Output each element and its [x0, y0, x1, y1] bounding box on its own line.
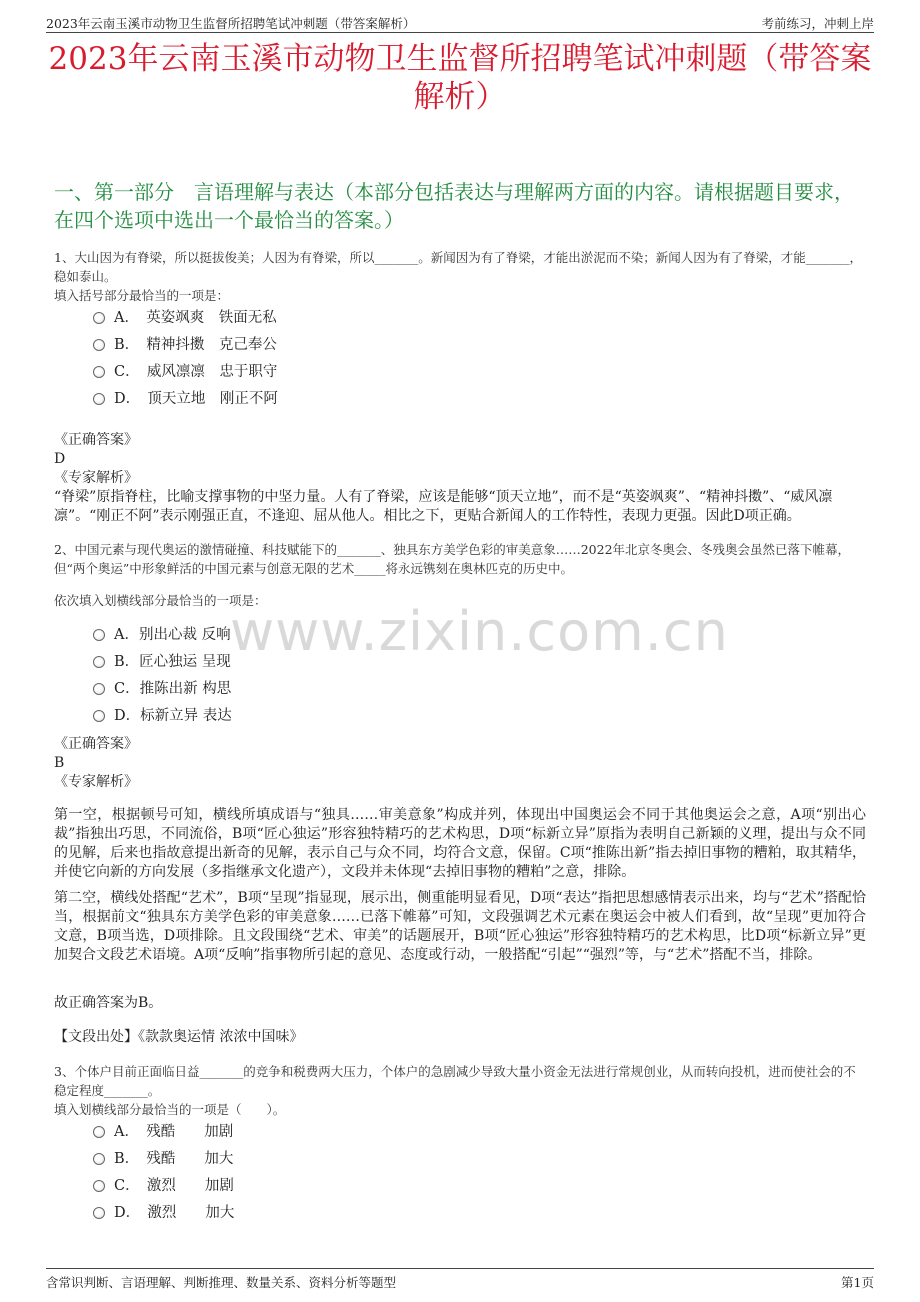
radio-icon[interactable] [93, 339, 105, 351]
radio-icon[interactable] [93, 393, 105, 405]
q3-option-b[interactable]: B． 残酷 加大 [93, 1149, 233, 1169]
question-1-prompt: 填入括号部分最恰当的一项是： [54, 288, 230, 303]
analysis-text: “脊梁”原指脊柱，比喻支撑事物的中坚力量。人有了脊梁，应该是能够“顶天立地”，而不是“英姿飒爽”、“精神抖擞”、“威风凛凛”。“刚正不阿”表示刚强正直，不逢迎、屈从他人。相比之下，更贴合新闻人的工作特性，表现力更强。因此D项正确。 [54, 489, 833, 524]
header-slogan: 考前练习，冲刺上岸 [761, 16, 874, 31]
page-header [46, 10, 874, 33]
q2-option-b[interactable]: B．匠心独运 呈现 [93, 652, 231, 672]
q1-option-b[interactable]: B． 精神抖擞 克己奉公 [93, 335, 277, 355]
radio-icon[interactable] [93, 1207, 105, 1219]
page-footer [46, 1268, 874, 1299]
question-2 [54, 540, 862, 578]
document-title: 2023年云南玉溪市动物卫生监督所招聘笔试冲刺题（带答案解析） [48, 41, 872, 115]
analysis-label: 《专家解析》 [54, 774, 138, 790]
q2-analysis-conclusion: 故正确答案为B。 [54, 995, 163, 1011]
question-3-text: 3、个体户目前正面临日益_______的竞争和税费两大压力，个体户的急剧减少导致大量小资金无法进行常规创业，从而转向投机，进而使社会的不稳定程度_______。 [54, 1064, 856, 1098]
q1-option-a[interactable]: A． 英姿飒爽 铁面无私 [93, 308, 277, 328]
q3-option-d[interactable]: D． 激烈 加大 [93, 1203, 234, 1223]
radio-icon[interactable] [93, 656, 105, 668]
q1-answer-block [54, 431, 862, 526]
q2-answer-block [54, 735, 862, 792]
radio-icon[interactable] [93, 1126, 105, 1138]
radio-icon[interactable] [93, 629, 105, 641]
q3-option-a[interactable]: A． 残酷 加剧 [93, 1122, 233, 1142]
radio-icon[interactable] [93, 366, 105, 378]
answer-label: 《正确答案》 [54, 432, 138, 448]
q1-option-d[interactable]: D． 顶天立地 刚正不阿 [93, 389, 278, 409]
page-number: 第1页 [841, 1275, 874, 1290]
answer-label: 《正确答案》 [54, 736, 138, 752]
q2-option-a[interactable]: A．别出心裁 反响 [93, 625, 231, 645]
question-1-text: 1、大山因为有脊梁，所以挺拔俊美；人因为有脊梁，所以_______。新闻因为有了脊梁，才能出淤泥而不染；新闻人因为有了脊梁，才能_______，稳如泰山。 [54, 250, 862, 284]
radio-icon[interactable] [93, 312, 105, 324]
section-heading: 一、第一部分 言语理解与表达（本部分包括表达与理解两方面的内容。请根据题目要求，在四个选项中选出一个最恰当的答案。） [54, 180, 854, 232]
question-2-text: 2、中国元素与现代奥运的激情碰撞、科技赋能下的_______、独具东方美学色彩的审美意象……2022年北京冬奥会、冬残奥会虽然已落下帷幕，但“两个奥运”中形象鲜活的中国元素与创意无限的艺术_____将永远镌刻在奥林匹克的历史中。 [54, 542, 851, 576]
analysis-label: 《专家解析》 [54, 470, 138, 486]
q2-analysis-paragraph-1: 第一空，根据顿号可知，横线所填成语与“独具……审美意象”构成并列，体现出中国奥运会不同于其他奥运会之意，A项“别出心裁”指独出巧思，不同流俗，B项“匠心独运”形容独特精巧的艺术构思，D项“标新立异”原指为表明自己新颖的义理，提出与众不同的见解，后来也指故意提出新奇的见解，表示自己与众不同，均符合文意，保留。C项“推陈出新”指去掉旧事物的糟粕，取其精华，并使它向新的方向发展（多指继承文化遗产），文段并未体现“去掉旧事物的糟粕”之意，排除。 [54, 807, 866, 880]
question-2-prompt: 依次填入划横线部分最恰当的一项是： [54, 593, 267, 608]
radio-icon[interactable] [93, 1180, 105, 1192]
answer-value: B [54, 755, 65, 771]
radio-icon[interactable] [93, 683, 105, 695]
header-doc-title: 2023年云南玉溪市动物卫生监督所招聘笔试冲刺题（带答案解析） [46, 16, 416, 31]
answer-value: D [54, 451, 66, 467]
question-1 [54, 248, 862, 305]
q3-option-c[interactable]: C． 激烈 加剧 [93, 1176, 234, 1196]
radio-icon[interactable] [93, 1153, 105, 1165]
watermark: www.zixin.com.cn [230, 600, 729, 663]
q2-source: 【文段出处】《款款奥运情 浓浓中国味》 [54, 1029, 304, 1045]
footer-topics: 含常识判断、言语理解、判断推理、数量关系、资料分析等题型 [46, 1275, 397, 1290]
question-3-prompt: 填入划横线部分最恰当的一项是（ ）。 [54, 1102, 286, 1117]
q1-option-c[interactable]: C． 威风凛凛 忠于职守 [93, 362, 277, 382]
question-3 [54, 1062, 862, 1119]
q2-analysis-paragraph-2: 第二空，横线处搭配“艺术”，B项“呈现”指显现，展示出，侧重能明显看见，D项“表达”指把思想感情表示出来，均与“艺术”搭配恰当，根据前文“独具东方美学色彩的审美意象……已落下帷幕”可知，文段强调艺术元素在奥运会中被人们看到，故“呈现”更加符合文意，B项当选，D项排除。且文段围绕“艺术、审美”的话题展开，B项“匠心独运”形容独特精巧的艺术构思，比D项“标新立异”更加契合文段艺术语境。A项“反响”指事物所引起的意见、态度或行动，一般搭配“引起”“强烈”等，与“艺术”搭配不当，排除。 [54, 890, 866, 963]
radio-icon[interactable] [93, 710, 105, 722]
q2-option-c[interactable]: C．推陈出新 构思 [93, 679, 231, 699]
q2-option-d[interactable]: D．标新立异 表达 [93, 706, 232, 726]
